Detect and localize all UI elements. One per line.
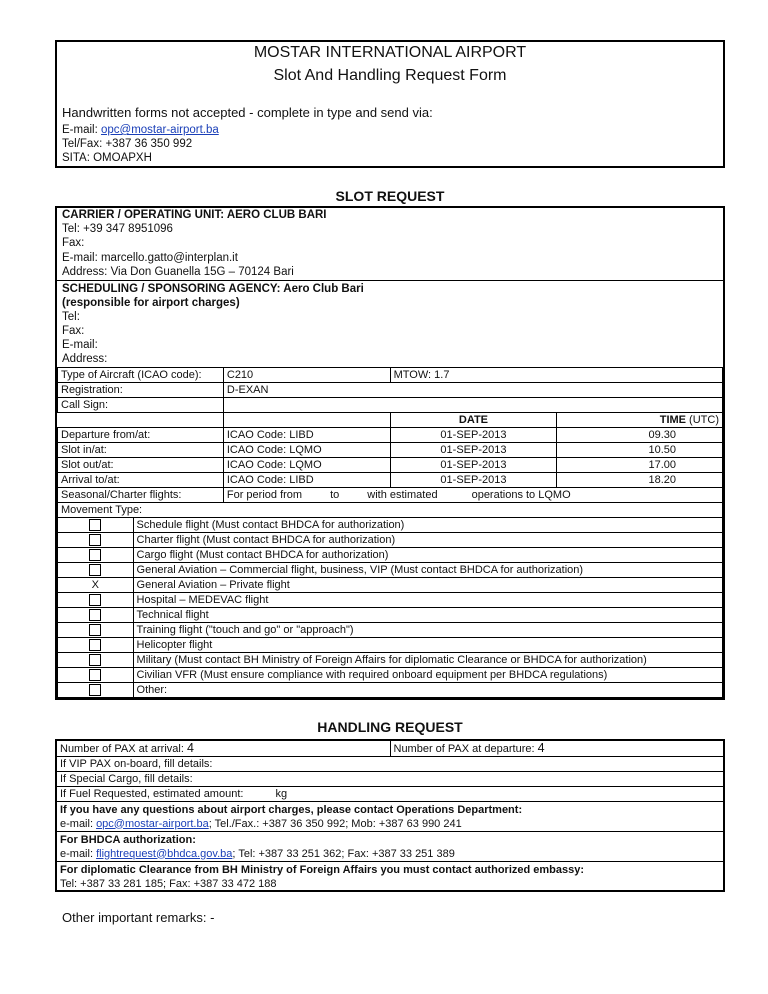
schedule-date[interactable]: 01-SEP-2013 <box>390 458 557 473</box>
movement-type-item <box>58 518 723 533</box>
charges-row <box>57 802 723 832</box>
carrier-fax: Fax: <box>62 237 85 249</box>
movement-checkbox[interactable] <box>89 609 101 621</box>
callsign-label: Call Sign: <box>58 398 224 413</box>
schedule-label: Departure from/at: <box>58 428 224 443</box>
diplo-row <box>57 862 723 892</box>
vip-details[interactable]: If VIP PAX on-board, fill details: <box>57 757 723 772</box>
schedule-code[interactable]: ICAO Code: LIBD <box>223 428 390 443</box>
movement-checkbox[interactable] <box>89 594 101 606</box>
pax-arrival-cell[interactable] <box>57 741 390 757</box>
movement-type-item <box>58 638 723 653</box>
aircraft-type-row <box>58 368 723 383</box>
registration-row <box>58 383 723 398</box>
bhdca-info <box>57 832 723 862</box>
seasonal-value[interactable] <box>223 488 722 503</box>
email-label: E-mail: <box>62 124 101 136</box>
movement-type-item <box>58 533 723 548</box>
movement-checkbox[interactable] <box>89 669 101 681</box>
schedule-row <box>58 473 723 488</box>
callsign-value[interactable] <box>223 398 722 413</box>
blank-cell <box>223 413 390 428</box>
movement-type-text: General Aviation – Commercial flight, business, VIP (Must contact BHDCA for authorization) <box>133 563 722 578</box>
divider <box>57 280 723 281</box>
movement-type-text: Schedule flight (Must contact BHDCA for authorization) <box>133 518 722 533</box>
movement-checkbox-cell <box>58 533 134 548</box>
schedule-header-row <box>58 413 723 428</box>
schedule-time[interactable]: 17.00 <box>557 458 723 473</box>
movement-checkbox[interactable] <box>89 654 101 666</box>
bhdca-phones: ; Tel: +387 33 251 362; Fax: +387 33 251 389 <box>232 847 455 860</box>
agency-label: SCHEDULING / SPONSORING AGENCY: Aero Club Bari <box>62 283 364 295</box>
charges-email-link[interactable]: opc@mostar-airport.ba <box>96 817 209 830</box>
schedule-time[interactable]: 10.50 <box>557 443 723 458</box>
movement-checkbox-cell <box>58 578 134 593</box>
bhdca-heading: For BHDCA authorization: <box>60 833 196 846</box>
movement-checkbox[interactable] <box>89 624 101 636</box>
movement-checkbox-cell <box>58 563 134 578</box>
movement-checkbox[interactable] <box>89 519 101 531</box>
aircraft-type-label: Type of Aircraft (ICAO code): <box>58 368 224 383</box>
movement-checkbox[interactable] <box>89 534 101 546</box>
seasonal-row <box>58 488 723 503</box>
pax-arrival-label: Number of PAX at arrival: <box>60 743 187 755</box>
seasonal-to: to <box>330 489 340 501</box>
movement-type-text: General Aviation – Private flight <box>133 578 722 593</box>
carrier-email: E-mail: marcello.gatto@interplan.it <box>62 252 238 264</box>
movement-type-item <box>58 623 723 638</box>
bhdca-email-link[interactable]: flightrequest@bhdca.gov.ba <box>96 847 233 860</box>
registration-value[interactable]: D-EXAN <box>223 383 722 398</box>
movement-checkbox-cell <box>58 683 134 698</box>
charges-contact <box>60 817 720 831</box>
bhdca-email-label: e-mail: <box>60 847 97 860</box>
movement-checkbox[interactable] <box>89 684 101 696</box>
mtow-value[interactable]: MTOW: 1.7 <box>390 368 722 383</box>
bhdca-contact <box>60 847 720 861</box>
seasonal-label: Seasonal/Charter flights: <box>58 488 224 503</box>
slot-request-heading: SLOT REQUEST <box>335 188 445 204</box>
agency-tel: Tel: <box>62 311 80 323</box>
agency-note: (responsible for airport charges) <box>62 297 240 309</box>
movement-type-item <box>58 683 723 698</box>
charges-phones: ; Tel./Fax.: +387 36 350 992; Mob: +387 63 990 241 <box>208 817 462 830</box>
schedule-date[interactable]: 01-SEP-2013 <box>390 473 557 488</box>
schedule-date[interactable]: 01-SEP-2013 <box>390 428 557 443</box>
handling-request-heading: HANDLING REQUEST <box>317 719 463 735</box>
seasonal-period-from: For period from <box>226 489 303 501</box>
schedule-time[interactable]: 09.30 <box>557 428 723 443</box>
movement-type-row <box>58 503 723 518</box>
movement-type-item <box>58 563 723 578</box>
callsign-row <box>58 398 723 413</box>
schedule-code[interactable]: ICAO Code: LQMO <box>223 458 390 473</box>
carrier-label: CARRIER / OPERATING UNIT: AERO CLUB BARI <box>62 209 327 221</box>
charges-email-label: e-mail: <box>60 817 97 830</box>
schedule-code[interactable]: ICAO Code: LQMO <box>223 443 390 458</box>
agency-fax: Fax: <box>62 325 85 337</box>
header-email-line <box>62 123 219 137</box>
movement-checkbox-cell <box>58 518 134 533</box>
schedule-label: Arrival to/at: <box>58 473 224 488</box>
movement-checkbox-cell <box>58 593 134 608</box>
movement-type-label: Movement Type: <box>58 503 723 518</box>
fuel-unit: kg <box>275 788 288 800</box>
time-header <box>557 413 723 428</box>
movement-checkbox-mark[interactable]: X <box>91 579 99 591</box>
movement-type-text: Civilian VFR (Must ensure compliance with required onboard equipment per BHDCA regulations) <box>133 668 722 683</box>
movement-checkbox[interactable] <box>89 549 101 561</box>
movement-type-item <box>58 578 723 593</box>
movement-type-text: Hospital – MEDEVAC flight <box>133 593 722 608</box>
fuel-label: If Fuel Requested, estimated amount: <box>60 788 244 800</box>
email-link[interactable]: opc@mostar-airport.ba <box>100 124 219 136</box>
movement-type-table <box>57 517 723 698</box>
pax-departure-label: Number of PAX at departure: <box>393 743 538 755</box>
seasonal-operations: operations to LQMO <box>471 489 571 501</box>
carrier-tel: Tel: +39 347 8951096 <box>62 223 173 235</box>
pax-arrival-value: 4 <box>186 741 194 755</box>
bhdca-row <box>57 832 723 862</box>
movement-checkbox-cell <box>58 638 134 653</box>
diplo-heading: For diplomatic Clearance from BH Ministry of Foreign Affairs you must contact authorized embassy: <box>60 863 585 876</box>
schedule-date[interactable]: 01-SEP-2013 <box>390 443 557 458</box>
movement-checkbox-cell <box>58 608 134 623</box>
schedule-time[interactable]: 18.20 <box>557 473 723 488</box>
schedule-row <box>58 443 723 458</box>
agency-address: Address: <box>62 353 108 365</box>
movement-checkbox[interactable] <box>89 564 101 576</box>
movement-type-text: Cargo flight (Must contact BHDCA for authorization) <box>133 548 722 563</box>
vip-row <box>57 757 723 772</box>
form-subtitle: Slot And Handling Request Form <box>273 67 507 84</box>
aircraft-schedule-table <box>57 367 723 518</box>
charges-info <box>57 802 723 832</box>
movement-checkbox-cell <box>58 548 134 563</box>
movement-type-text: Technical flight <box>133 608 722 623</box>
diplo-contact: Tel: +387 33 281 185; Fax: +387 33 472 188 <box>60 877 277 890</box>
movement-type-text: Training flight ("touch and go" or "approach") <box>133 623 722 638</box>
agency-email: E-mail: <box>62 339 98 351</box>
blank-cell <box>58 413 224 428</box>
registration-label: Registration: <box>58 383 224 398</box>
time-header-bold: TIME <box>659 414 686 426</box>
time-header-unit: (UTC) <box>686 414 719 426</box>
cargo-details[interactable]: If Special Cargo, fill details: <box>57 772 723 787</box>
movement-type-item <box>58 548 723 563</box>
cargo-row <box>57 772 723 787</box>
movement-type-item <box>58 668 723 683</box>
movement-type-text: Military (Must contact BH Ministry of Foreign Affairs for diplomatic Clearance or BHDCA for authorization) <box>133 653 722 668</box>
movement-type-item <box>58 608 723 623</box>
carrier-address: Address: Via Don Guanella 15G – 70124 Bari <box>62 266 294 278</box>
fuel-details[interactable] <box>57 787 723 802</box>
header-sita: SITA: OMOAPXH <box>62 152 152 164</box>
charges-heading: If you have any questions about airport charges, please contact Operations Department: <box>60 803 523 816</box>
date-header: DATE <box>390 413 557 428</box>
header-telfax: Tel/Fax: +387 36 350 992 <box>62 138 193 150</box>
other-remarks[interactable]: Other important remarks: - <box>62 910 215 925</box>
movement-checkbox-cell <box>58 653 134 668</box>
pax-departure-value: 4 <box>537 741 545 755</box>
schedule-label: Slot in/at: <box>58 443 224 458</box>
schedule-row <box>58 428 723 443</box>
movement-type-text: Charter flight (Must contact BHDCA for authorization) <box>133 533 722 548</box>
movement-type-item <box>58 653 723 668</box>
movement-checkbox-cell <box>58 623 134 638</box>
movement-checkbox[interactable] <box>89 639 101 651</box>
movement-type-text: Helicopter flight <box>133 638 722 653</box>
movement-checkbox-cell <box>58 668 134 683</box>
schedule-code[interactable]: ICAO Code: LIBD <box>223 473 390 488</box>
movement-type-item <box>58 593 723 608</box>
pax-row <box>57 741 723 757</box>
diplo-info <box>57 862 723 892</box>
schedule-label: Slot out/at: <box>58 458 224 473</box>
schedule-row <box>58 458 723 473</box>
movement-type-text: Other: <box>133 683 722 698</box>
seasonal-estimated: with estimated <box>367 489 438 501</box>
handling-table <box>57 741 723 891</box>
fuel-row <box>57 787 723 802</box>
pax-departure-cell[interactable] <box>390 741 723 757</box>
aircraft-type-value[interactable]: C210 <box>223 368 390 383</box>
airport-title: MOSTAR INTERNATIONAL AIRPORT <box>253 44 527 61</box>
instruction-text: Handwritten forms not accepted - complete in type and send via: <box>62 105 433 120</box>
